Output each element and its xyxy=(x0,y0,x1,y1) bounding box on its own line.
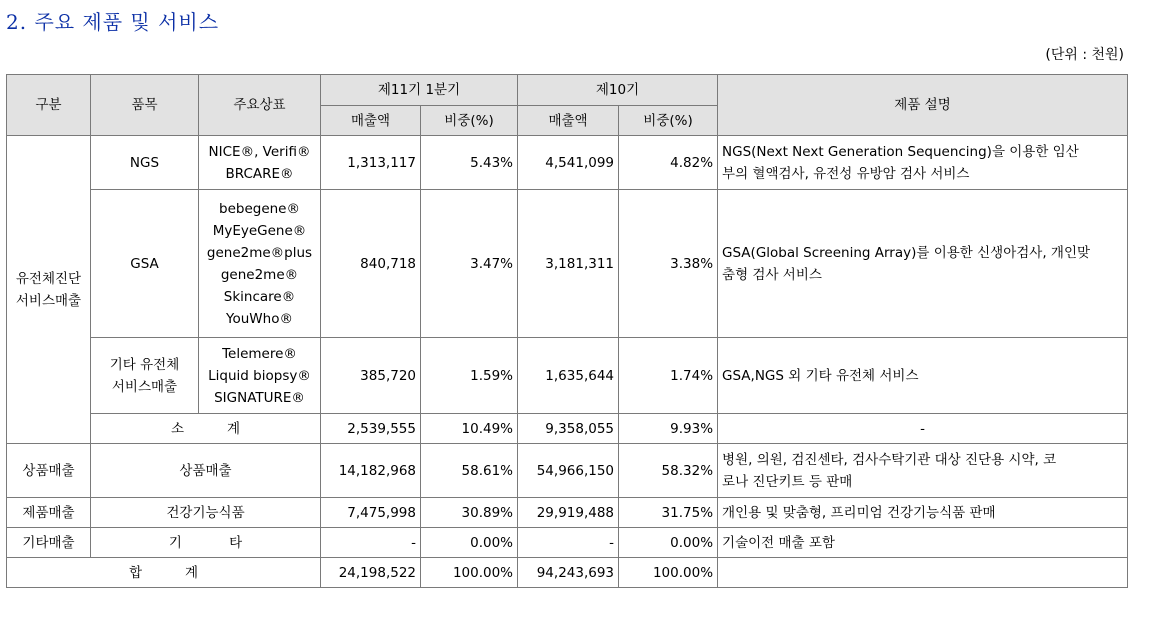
ratio-current: 1.59% xyxy=(421,338,518,414)
sales-previous: 29,919,488 xyxy=(518,498,619,528)
ratio-previous: 58.32% xyxy=(619,444,718,498)
brands-ngs xyxy=(199,136,321,190)
sales-current: 24,198,522 xyxy=(321,558,421,588)
category-merchandise: 상품매출 xyxy=(7,444,91,498)
header-category: 구분 xyxy=(7,75,91,136)
ratio-previous: 0.00% xyxy=(619,528,718,558)
ratio-current: 58.61% xyxy=(421,444,518,498)
sales-current: 2,539,555 xyxy=(321,414,421,444)
header-ratio-2: 비중(%) xyxy=(619,106,718,136)
header-brand: 주요상표 xyxy=(199,75,321,136)
brands-gsa xyxy=(199,190,321,338)
item-product: 건강기능식품 xyxy=(91,498,321,528)
description-other: 기술이전 매출 포함 xyxy=(718,528,1128,558)
unit-note: (단위 : 천원) xyxy=(1045,47,1124,63)
sales-current: 7,475,998 xyxy=(321,498,421,528)
brand-name: Skincare® xyxy=(223,288,296,305)
section-title: 2. 주요 제품 및 서비스 xyxy=(6,10,220,34)
description-subtotal: - xyxy=(718,414,1128,444)
ratio-current: 3.47% xyxy=(421,190,518,338)
ratio-previous: 4.82% xyxy=(619,136,718,190)
brands-other-genome xyxy=(199,338,321,414)
description-other-genome: GSA,NGS 외 기타 유전체 서비스 xyxy=(718,338,1128,414)
products-table xyxy=(6,74,1128,588)
row-ngs xyxy=(7,136,1128,190)
description-merchandise: 병원, 의원, 검진센타, 검사수탁기관 대상 진단용 시약, 코 로나 진단키트 등 판매 xyxy=(718,444,1128,498)
description-ngs: NGS(Next Next Generation Sequencing)을 이용한 임산 부의 혈액검사, 유전성 유방암 검사 서비스 xyxy=(718,136,1128,190)
item-gsa: GSA xyxy=(91,190,199,338)
header-item: 품목 xyxy=(91,75,199,136)
ratio-previous: 31.75% xyxy=(619,498,718,528)
description-product: 개인용 및 맞춤형, 프리미엄 건강기능식품 판매 xyxy=(718,498,1128,528)
header-sales-1: 매출액 xyxy=(321,106,421,136)
sales-current: 840,718 xyxy=(321,190,421,338)
sales-previous: 9,358,055 xyxy=(518,414,619,444)
brand-name: NICE®, Verifi® xyxy=(208,143,311,160)
row-subtotal xyxy=(7,414,1128,444)
category-genome xyxy=(7,136,91,444)
ratio-previous: 100.00% xyxy=(619,558,718,588)
brand-name: Liquid biopsy® xyxy=(208,367,311,384)
brand-name: Telemere® xyxy=(222,345,297,362)
header-row-1 xyxy=(7,75,1128,106)
ratio-current: 5.43% xyxy=(421,136,518,190)
ratio-current: 100.00% xyxy=(421,558,518,588)
ratio-current: 30.89% xyxy=(421,498,518,528)
row-merchandise xyxy=(7,444,1128,498)
brand-name: bebegene® xyxy=(219,200,300,217)
sales-previous: - xyxy=(518,528,619,558)
sales-current: 14,182,968 xyxy=(321,444,421,498)
row-total xyxy=(7,558,1128,588)
ratio-previous: 3.38% xyxy=(619,190,718,338)
header-period-10: 제10기 xyxy=(518,75,718,106)
row-gsa xyxy=(7,190,1128,338)
ratio-previous: 1.74% xyxy=(619,338,718,414)
brand-name: SIGNATURE® xyxy=(214,389,305,406)
total-label: 합 계 xyxy=(7,558,321,588)
row-product xyxy=(7,498,1128,528)
ratio-previous: 9.93% xyxy=(619,414,718,444)
sales-previous: 3,181,311 xyxy=(518,190,619,338)
header-sales-2: 매출액 xyxy=(518,106,619,136)
row-other-genome xyxy=(7,338,1128,414)
brand-name: BRCARE® xyxy=(225,165,294,182)
sales-current: - xyxy=(321,528,421,558)
sales-previous: 54,966,150 xyxy=(518,444,619,498)
item-ngs: NGS xyxy=(91,136,199,190)
brand-name: YouWho® xyxy=(226,310,293,327)
item-other: 기 타 xyxy=(91,528,321,558)
ratio-current: 10.49% xyxy=(421,414,518,444)
brand-name: MyEyeGene® xyxy=(212,222,307,239)
header-description: 제품 설명 xyxy=(718,75,1128,136)
category-other: 기타매출 xyxy=(7,528,91,558)
sales-current: 385,720 xyxy=(321,338,421,414)
sales-previous: 4,541,099 xyxy=(518,136,619,190)
sales-previous: 1,635,644 xyxy=(518,338,619,414)
sales-previous: 94,243,693 xyxy=(518,558,619,588)
brand-name: gene2me®plus xyxy=(206,244,313,261)
brand-name: gene2me® xyxy=(220,266,299,283)
sales-current: 1,313,117 xyxy=(321,136,421,190)
description-gsa: GSA(Global Screening Array)를 이용한 신생아검사, 개인맞 춤형 검사 서비스 xyxy=(718,190,1128,338)
ratio-current: 0.00% xyxy=(421,528,518,558)
description-total xyxy=(718,558,1128,588)
item-other-genome: 기타 유전체 서비스매출 xyxy=(91,338,199,414)
subtotal-label: 소 계 xyxy=(91,414,321,444)
header-ratio-1: 비중(%) xyxy=(421,106,518,136)
item-merchandise: 상품매출 xyxy=(91,444,321,498)
category-product: 제품매출 xyxy=(7,498,91,528)
row-other xyxy=(7,528,1128,558)
category-genome-label: 유전체진단 서비스매출 xyxy=(15,270,82,309)
header-period-11q1: 제11기 1분기 xyxy=(321,75,518,106)
